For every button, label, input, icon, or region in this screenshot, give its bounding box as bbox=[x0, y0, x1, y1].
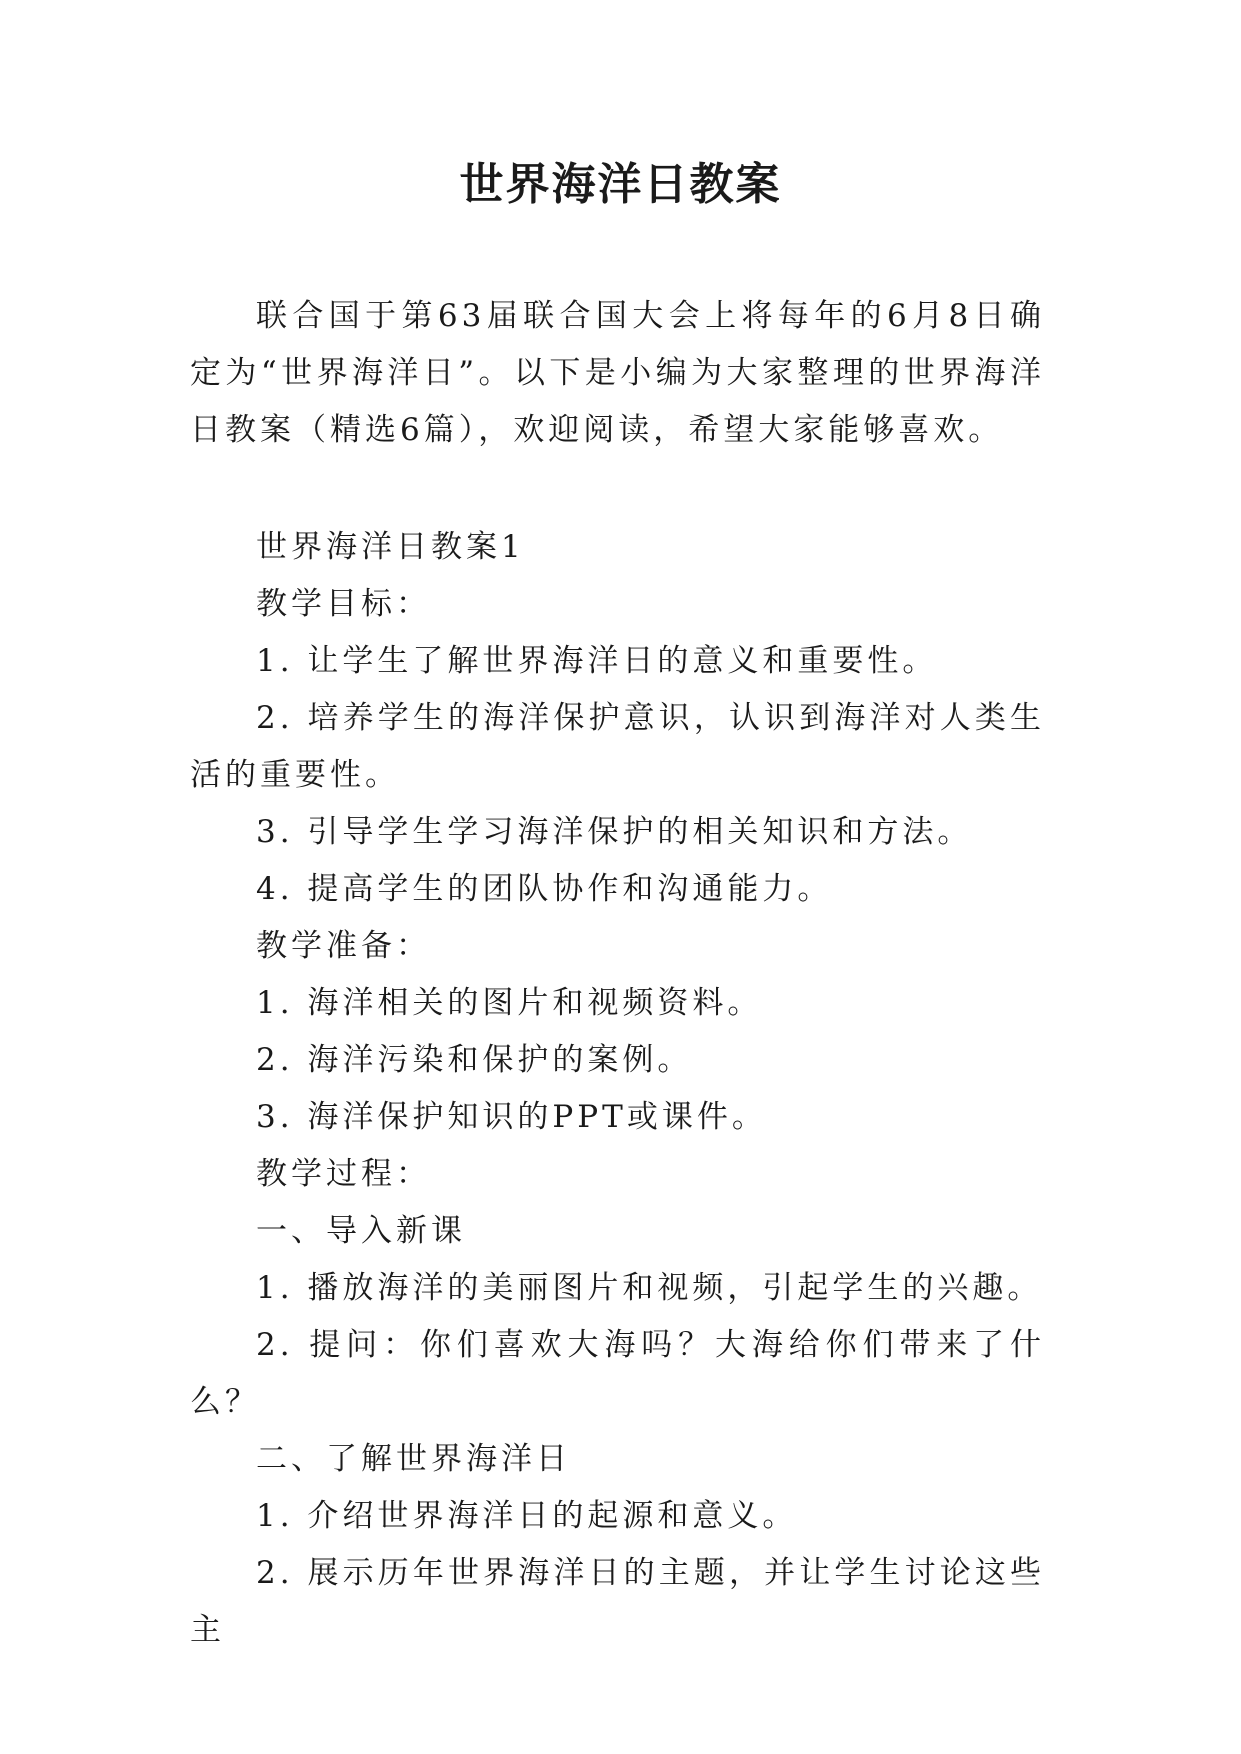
goal-item: 3. 引导学生学习海洋保护的相关知识和方法。 bbox=[256, 814, 973, 850]
process-step-heading: 一、导入新课 bbox=[256, 1213, 466, 1249]
document-body bbox=[190, 519, 1045, 1659]
goal-item: 2. 培养学生的海洋保护意识，认识到海洋对人类生活的重要性。 bbox=[190, 700, 1045, 793]
lesson-heading: 世界海洋日教案1 bbox=[256, 529, 525, 565]
process-item: 1. 播放海洋的美丽图片和视频，引起学生的兴趣。 bbox=[256, 1270, 1043, 1306]
section-label-process: 教学过程： bbox=[256, 1156, 431, 1192]
goal-item: 4. 提高学生的团队协作和沟通能力。 bbox=[256, 871, 833, 907]
document-title: 世界海洋日教案 bbox=[459, 159, 782, 210]
preparation-item: 3. 海洋保护知识的PPT或课件。 bbox=[256, 1099, 767, 1135]
intro-paragraph: 联合国于第63届联合国大会上将每年的6月8日确定为“世界海洋日”。以下是小编为大家整理的世界海洋日教案（精选6篇），欢迎阅读，希望大家能够喜欢。 bbox=[190, 298, 1045, 448]
process-item: 2. 提问：你们喜欢大海吗？大海给你们带来了什么？ bbox=[190, 1327, 1045, 1420]
process-item: 1. 介绍世界海洋日的起源和意义。 bbox=[256, 1498, 798, 1534]
preparation-item: 1. 海洋相关的图片和视频资料。 bbox=[256, 985, 763, 1021]
goal-item: 1. 让学生了解世界海洋日的意义和重要性。 bbox=[256, 643, 938, 679]
preparation-item: 2. 海洋污染和保护的案例。 bbox=[256, 1042, 693, 1078]
section-label-preparation: 教学准备： bbox=[256, 928, 431, 964]
process-item: 2. 展示历年世界海洋日的主题，并让学生讨论这些主 bbox=[190, 1555, 1045, 1648]
process-step-heading: 二、了解世界海洋日 bbox=[256, 1441, 571, 1477]
section-label-goals: 教学目标： bbox=[256, 586, 431, 622]
